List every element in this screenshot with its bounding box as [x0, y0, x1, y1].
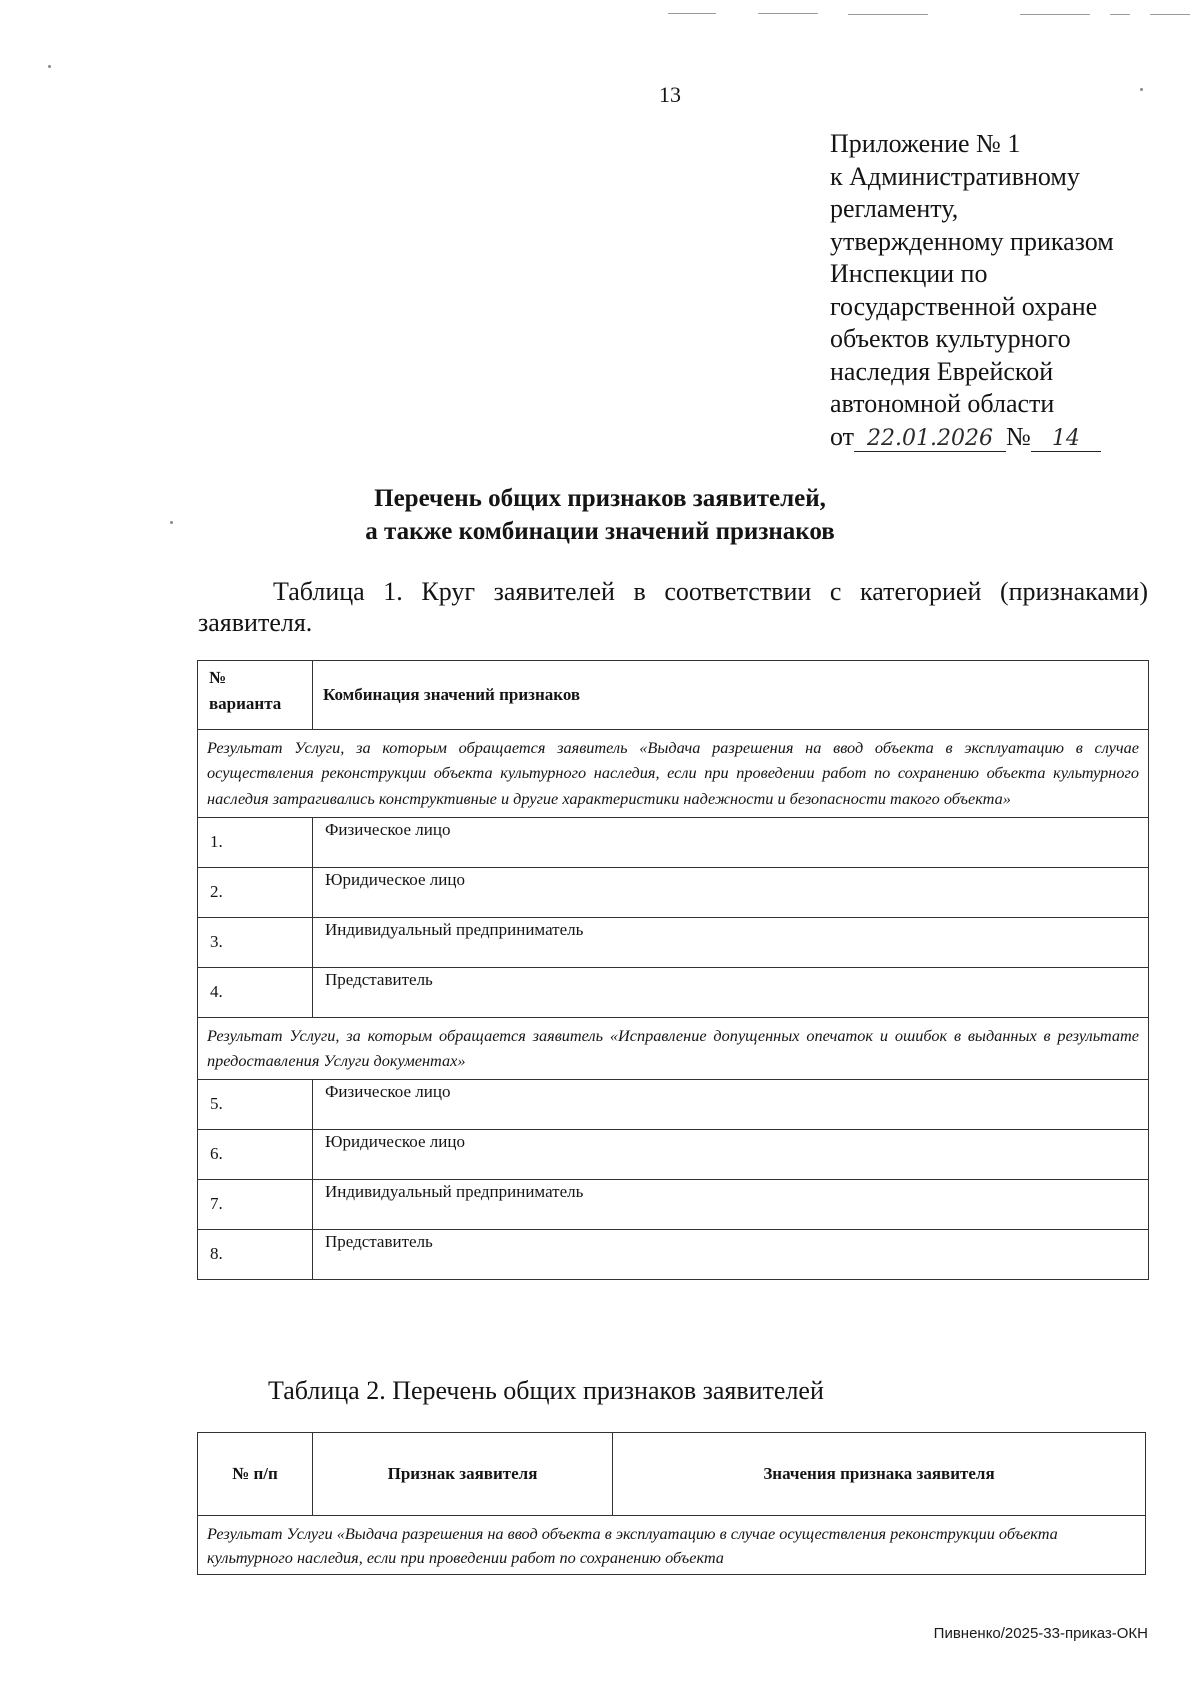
- title-line-2: а также комбинации значений признаков: [365, 518, 835, 545]
- scan-mark: [1150, 14, 1190, 15]
- appendix-line: Инспекции по: [830, 259, 988, 288]
- scan-mark: [758, 13, 818, 14]
- appendix-line: утвержденному приказом: [830, 226, 1114, 256]
- scan-mark: [668, 13, 716, 14]
- number-label: №: [1006, 421, 1031, 451]
- appendix-line: наследия Еврейской: [830, 356, 1054, 386]
- variant-number: 2.: [198, 867, 313, 917]
- variant-value: Представитель: [313, 1230, 1149, 1280]
- header-attribute: Признак заявителя: [313, 1433, 613, 1516]
- page-number: 13: [659, 82, 681, 107]
- applicant-attributes-table: [197, 1432, 1146, 1575]
- variant-number: 3.: [198, 917, 313, 967]
- appendix-block: [830, 128, 1170, 453]
- table-row: [198, 867, 1149, 917]
- table-header-row: [198, 661, 1149, 730]
- table-row: [198, 1180, 1149, 1230]
- table-row: [198, 817, 1149, 867]
- scan-mark: [848, 14, 928, 15]
- table-row: [198, 917, 1149, 967]
- document-title: [0, 482, 1200, 548]
- scan-speck: [48, 65, 51, 68]
- variant-value: Индивидуальный предприниматель: [313, 1180, 1149, 1230]
- table1-caption: Таблица 1. Круг заявителей в соответствии с категорией (признаками) заявителя.: [198, 577, 1148, 637]
- header-variant-number: № варианта: [198, 661, 313, 730]
- variant-number: 8.: [198, 1230, 313, 1280]
- result-group-row: [198, 1516, 1146, 1575]
- handwritten-number: 14: [1031, 427, 1101, 452]
- appendix-line: объектов культурного: [830, 324, 1071, 353]
- result-group-row: [198, 730, 1149, 818]
- appendix-line: Приложение № 1: [830, 129, 1021, 158]
- appendix-line: автономной области: [830, 389, 1055, 418]
- table-row: [198, 967, 1149, 1017]
- variant-number: 6.: [198, 1130, 313, 1180]
- table-header-row: [198, 1433, 1146, 1516]
- service-result-cell: Результат Услуги, за которым обращается заявитель «Исправление допущенных опечаток и ошибок в выданных в результате предоставления Услуги документах»: [198, 1017, 1149, 1080]
- appendix-date-line: [830, 421, 1170, 454]
- variant-number: 7.: [198, 1180, 313, 1230]
- service-result-cell: Результат Услуги, за которым обращается заявитель «Выдача разрешения на ввод объекта в эксплуатацию в случае осуществления реконструкции объекта культурного наследия, если при проведении работ по сохранению объекта культурного наследия затрагивались конструктивные и другие характеристики надежности и безопасности такого объекта»: [198, 730, 1149, 818]
- variant-value: Юридическое лицо: [313, 1130, 1149, 1180]
- scan-mark: [1020, 14, 1090, 15]
- title-line-1: Перечень общих признаков заявителей,: [374, 485, 826, 512]
- appendix-line: к Административному: [830, 161, 1080, 191]
- header-item-number: № п/п: [198, 1433, 313, 1516]
- result-group-row: [198, 1017, 1149, 1080]
- header-combination: Комбинация значений признаков: [313, 661, 1149, 730]
- variant-value: Юридическое лицо: [313, 867, 1149, 917]
- table-row: [198, 1130, 1149, 1180]
- variant-number: 5.: [198, 1080, 313, 1130]
- from-label: от: [830, 421, 855, 451]
- document-reference: Пивненко/2025-33-приказ-ОКН: [933, 1625, 1148, 1642]
- service-result-cell: Результат Услуги «Выдача разрешения на ввод объекта в эксплуатацию в случае осуществления реконструкции объекта культурного наследия, если при проведении работ по сохранению объекта: [198, 1516, 1146, 1575]
- variant-number: 1.: [198, 817, 313, 867]
- variant-value: Физическое лицо: [313, 1080, 1149, 1130]
- applicant-variants-table: [197, 660, 1149, 1280]
- table-row: [198, 1080, 1149, 1130]
- appendix-line: государственной охране: [830, 291, 1098, 321]
- variant-value: Представитель: [313, 967, 1149, 1017]
- table-row: [198, 1230, 1149, 1280]
- scan-speck: [1140, 88, 1143, 91]
- table2-caption: Таблица 2. Перечень общих признаков заявителей: [268, 1376, 824, 1405]
- variant-number: 4.: [198, 967, 313, 1017]
- handwritten-date: 22.01.2026: [854, 427, 1006, 452]
- variant-value: Индивидуальный предприниматель: [313, 917, 1149, 967]
- appendix-line: регламенту,: [830, 194, 959, 223]
- scan-mark: [1110, 14, 1130, 15]
- variant-value: Физическое лицо: [313, 817, 1149, 867]
- header-attribute-values: Значения признака заявителя: [613, 1433, 1146, 1516]
